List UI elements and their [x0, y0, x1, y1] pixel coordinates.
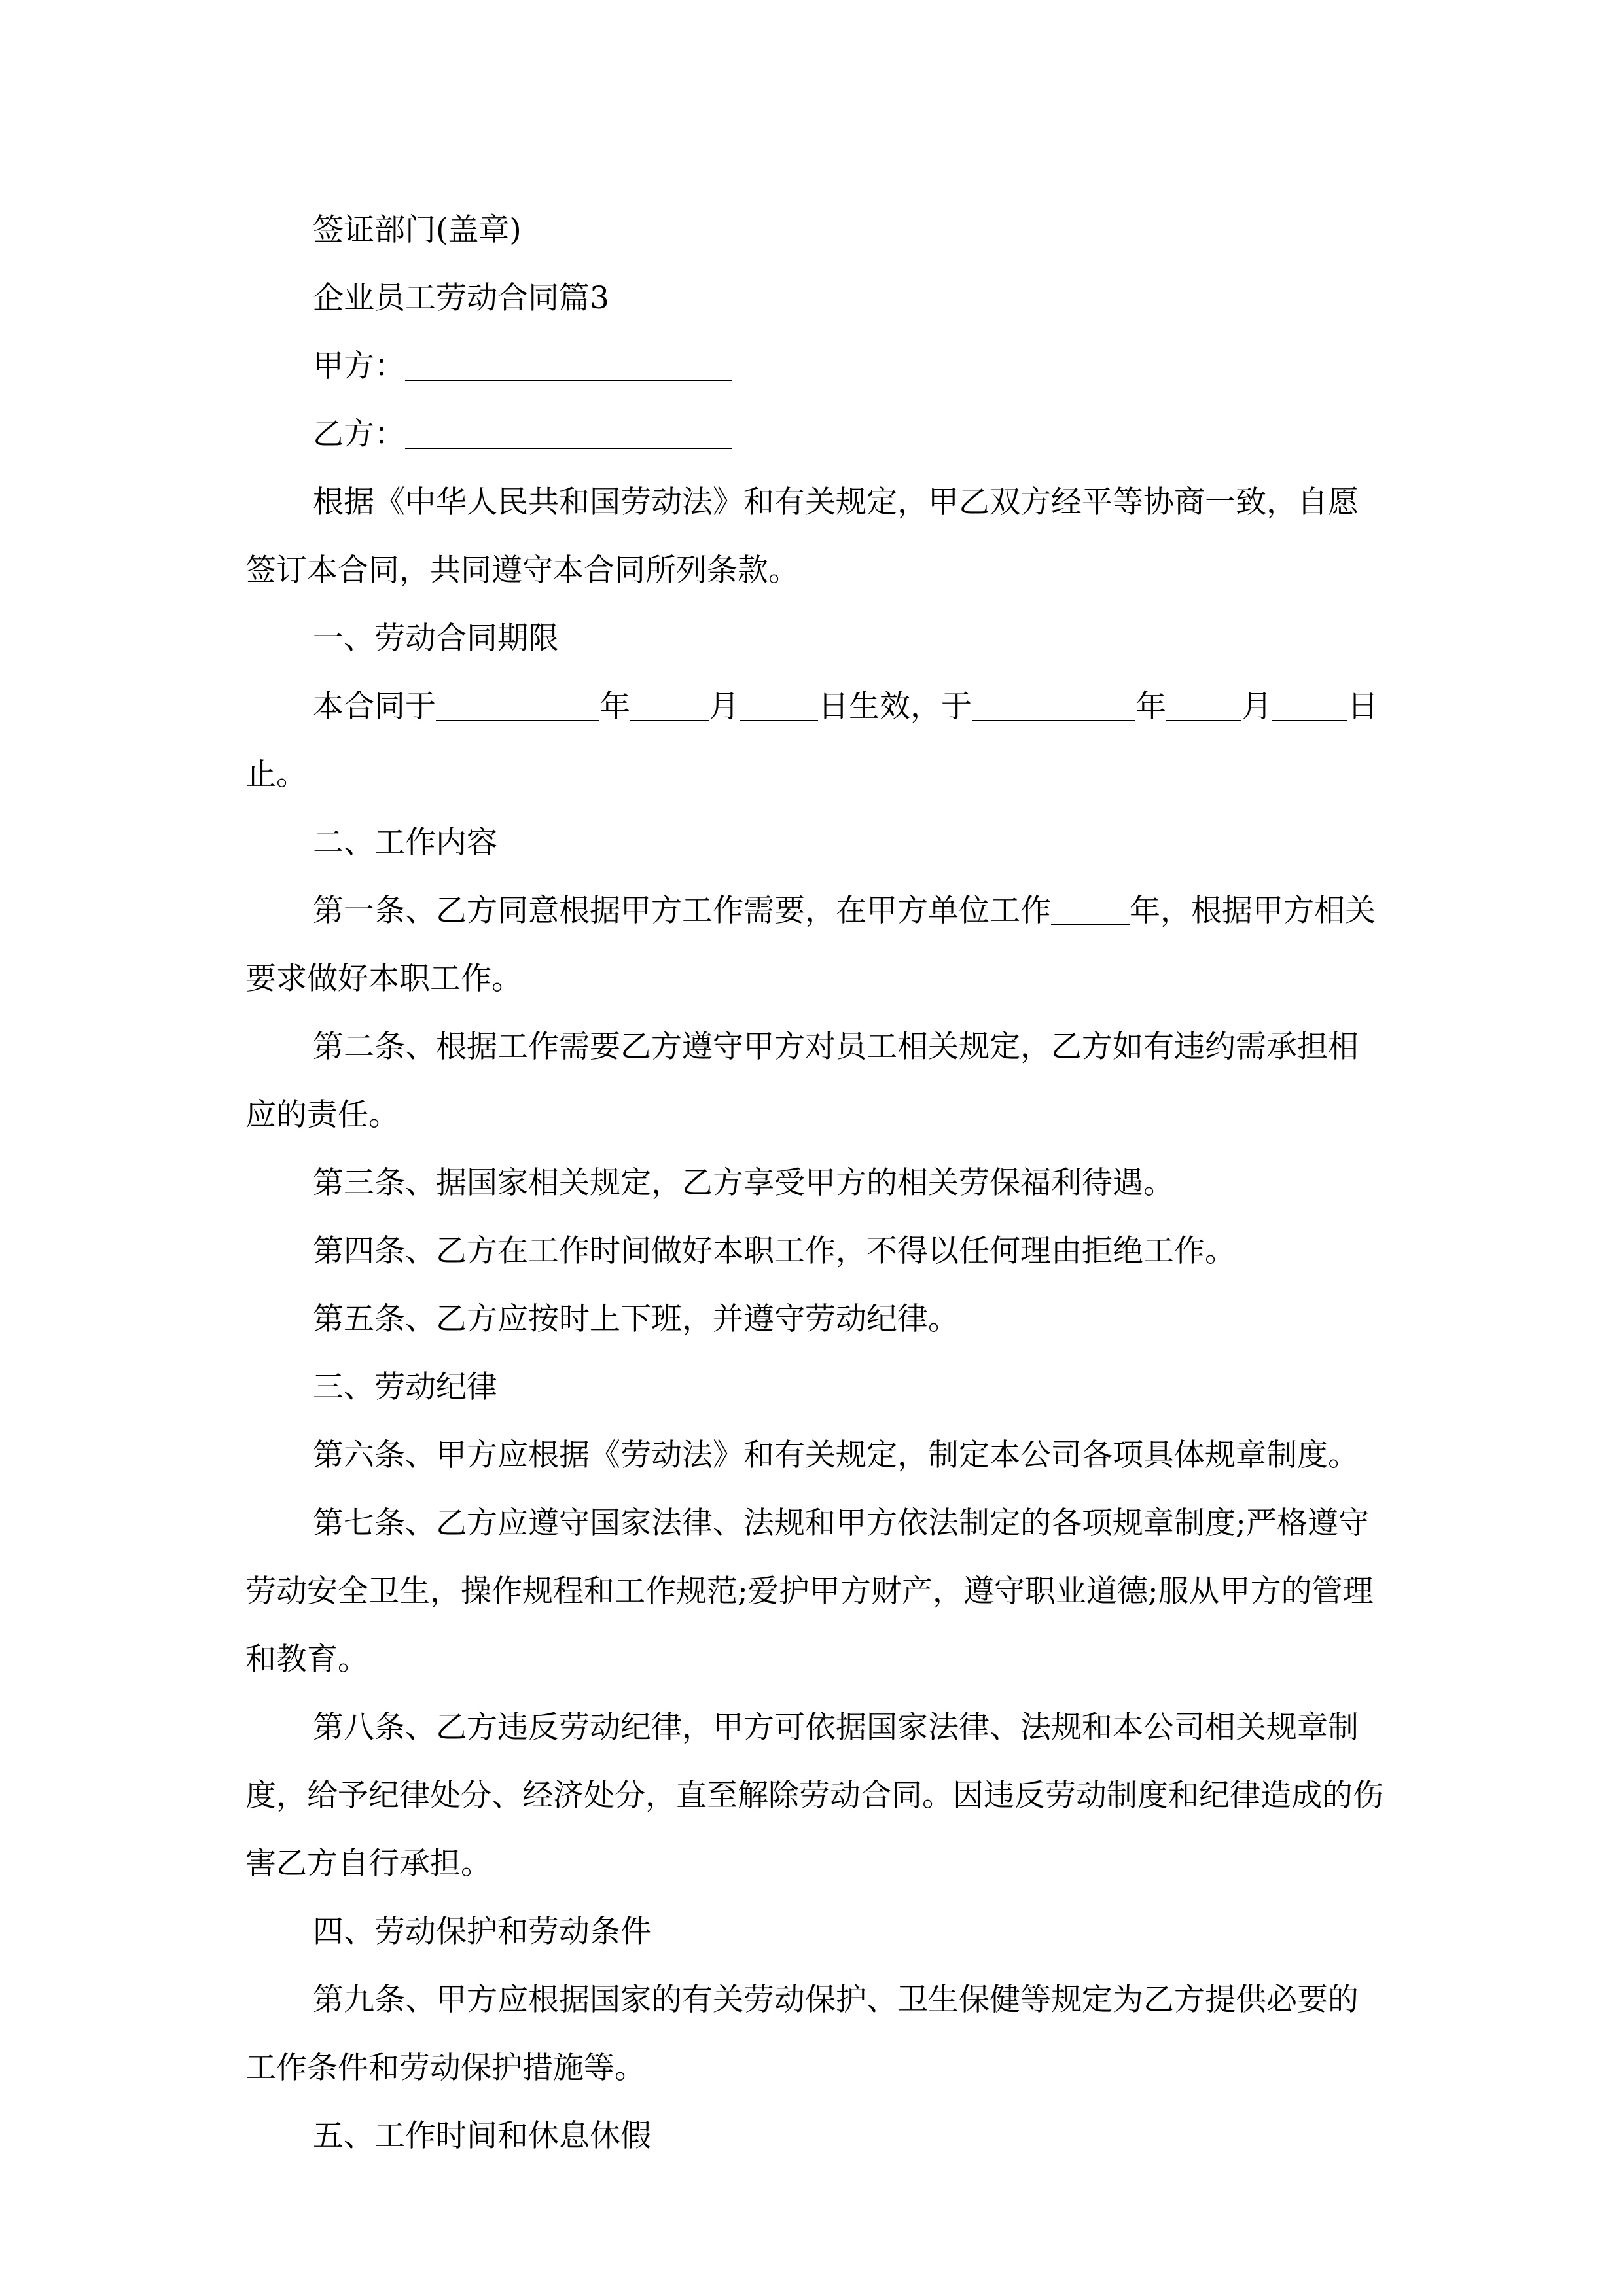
term-text-7: 日止。 — [245, 689, 1378, 793]
term-text-5: 年 — [1135, 689, 1166, 725]
term-text-1: 本合同于 — [313, 689, 436, 725]
section-heading-2: 二、工作内容 — [313, 825, 497, 861]
end-year-blank — [972, 688, 1135, 721]
section-heading-4: 四、劳动保护和劳动条件 — [313, 1914, 651, 1950]
article-1-text-b: 年，根据甲方相关要求做好本职工作。 — [245, 893, 1376, 997]
section-heading-1: 一、劳动合同期限 — [313, 620, 559, 656]
party-b-label: 乙方： — [313, 416, 405, 452]
article-1 — [245, 877, 1384, 1013]
party-a-label: 甲方： — [313, 348, 405, 384]
party-a-blank — [405, 348, 732, 381]
end-day-blank — [1272, 688, 1347, 721]
start-day-blank — [740, 688, 818, 721]
party-b-line — [245, 401, 1384, 469]
start-month-blank — [630, 688, 709, 721]
term-text-2: 年 — [599, 689, 630, 725]
seal-line: 签证部门(盖章) — [313, 212, 522, 248]
term-text-3: 月 — [709, 689, 740, 725]
contract-term-paragraph — [245, 673, 1384, 809]
article-1-text-a: 第一条、乙方同意根据甲方工作需要，在甲方单位工作 — [313, 893, 1051, 929]
document-title: 企业员工劳动合同篇3 — [313, 280, 609, 316]
article-5: 第五条、乙方应按时上下班，并遵守劳动纪律。 — [313, 1301, 959, 1337]
start-year-blank — [436, 688, 599, 721]
article-8: 第八条、乙方违反劳动纪律，甲方可依据国家法律、法规和本公司相关规章制度，给予纪律处分、经济处分，直至解除劳动合同。因违反劳动制度和纪律造成的伤害乙方自行承担。 — [245, 1710, 1383, 1882]
intro-paragraph: 根据《中华人民共和国劳动法》和有关规定，甲乙双方经平等协商一致，自愿签订本合同，共同遵守本合同所列条款。 — [245, 484, 1359, 588]
article-7: 第七条、乙方应遵守国家法律、法规和甲方依法制定的各项规章制度;严格遵守劳动安全卫生，操作规程和工作规范;爱护甲方财产，遵守职业道德;服从甲方的管理和教育。 — [245, 1505, 1374, 1677]
document-body — [245, 196, 1384, 2170]
section-heading-5: 五、工作时间和休息休假 — [313, 2118, 651, 2154]
article-4: 第四条、乙方在工作时间做好本职工作，不得以任何理由拒绝工作。 — [313, 1233, 1236, 1269]
term-text-4: 日生效，于 — [818, 689, 972, 725]
article-6: 第六条、甲方应根据《劳动法》和有关规定，制定本公司各项具体规章制度。 — [313, 1437, 1359, 1473]
work-years-blank — [1051, 892, 1130, 925]
article-2: 第二条、根据工作需要乙方遵守甲方对员工相关规定，乙方如有违约需承担相应的责任。 — [245, 1029, 1359, 1133]
term-text-6: 月 — [1241, 689, 1272, 725]
party-b-blank — [405, 416, 732, 449]
end-month-blank — [1166, 688, 1241, 721]
article-3: 第三条、据国家相关规定，乙方享受甲方的相关劳保福利待遇。 — [313, 1165, 1174, 1201]
article-9: 第九条、甲方应根据国家的有关劳动保护、卫生保健等规定为乙方提供必要的工作条件和劳动保护措施等。 — [245, 1982, 1359, 2086]
section-heading-3: 三、劳动纪律 — [313, 1369, 497, 1405]
party-a-line — [245, 332, 1384, 401]
